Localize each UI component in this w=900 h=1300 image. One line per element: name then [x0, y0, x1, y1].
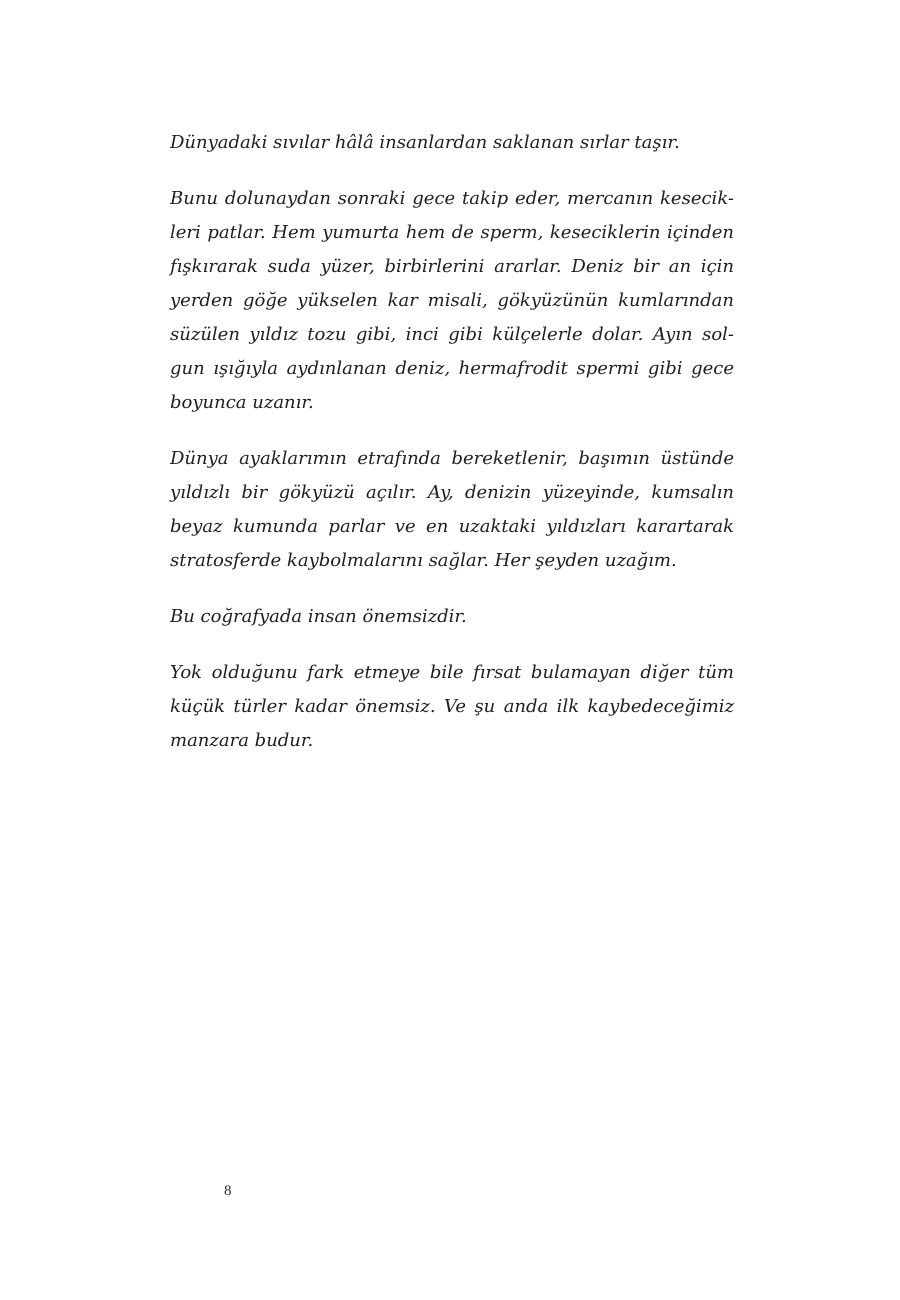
text-line: stratosferde kaybolmalarını sağlar. Her şeyden uzağım. [170, 550, 677, 571]
text-line: beyaz kumunda parlar ve en uzaktaki yıldızları karartarak [170, 516, 734, 537]
text-line: süzülen yıldız tozu gibi, inci gibi külçelerle dolar. Ayın sol- [170, 324, 734, 345]
text-line: Bunu dolunaydan sonraki gece takip eder, mercanın kesecik- [170, 188, 734, 209]
text-line: gun ışığıyla aydınlanan deniz, hermafrodit spermi gibi gece [170, 358, 734, 379]
text-line: fışkırarak suda yüzer, birbirlerini ararlar. Deniz bir an için [170, 256, 734, 277]
text-line: manzara budur. [170, 730, 314, 751]
body-text [170, 126, 734, 780]
text-line: Dünya ayaklarımın etrafında bereketlenir, başımın üstünde [170, 448, 734, 469]
text-line: Dünyadaki sıvılar hâlâ insanlardan saklanan sırlar taşır. [170, 132, 680, 153]
text-line: Yok olduğunu fark etmeye bile fırsat bulamayan diğer tüm [170, 662, 734, 683]
paragraph-2 [170, 182, 734, 420]
paragraph-3 [170, 442, 734, 578]
text-line: boyunca uzanır. [170, 392, 314, 413]
text-line: küçük türler kadar önemsiz. Ve şu anda ilk kaybedeceğimiz [170, 696, 734, 717]
paragraph-1 [170, 126, 734, 160]
text-line: Bu coğrafyada insan önemsizdir. [170, 606, 467, 627]
text-line: leri patlar. Hem yumurta hem de sperm, keseciklerin içinden [170, 222, 734, 243]
text-line: yerden göğe yükselen kar misali, gökyüzünün kumlarından [170, 290, 734, 311]
text-line: yıldızlı bir gökyüzü açılır. Ay, denizin yüzeyinde, kumsalın [170, 482, 734, 503]
paragraph-4 [170, 600, 734, 634]
paragraph-5 [170, 656, 734, 758]
page-number: 8 [224, 1183, 232, 1199]
